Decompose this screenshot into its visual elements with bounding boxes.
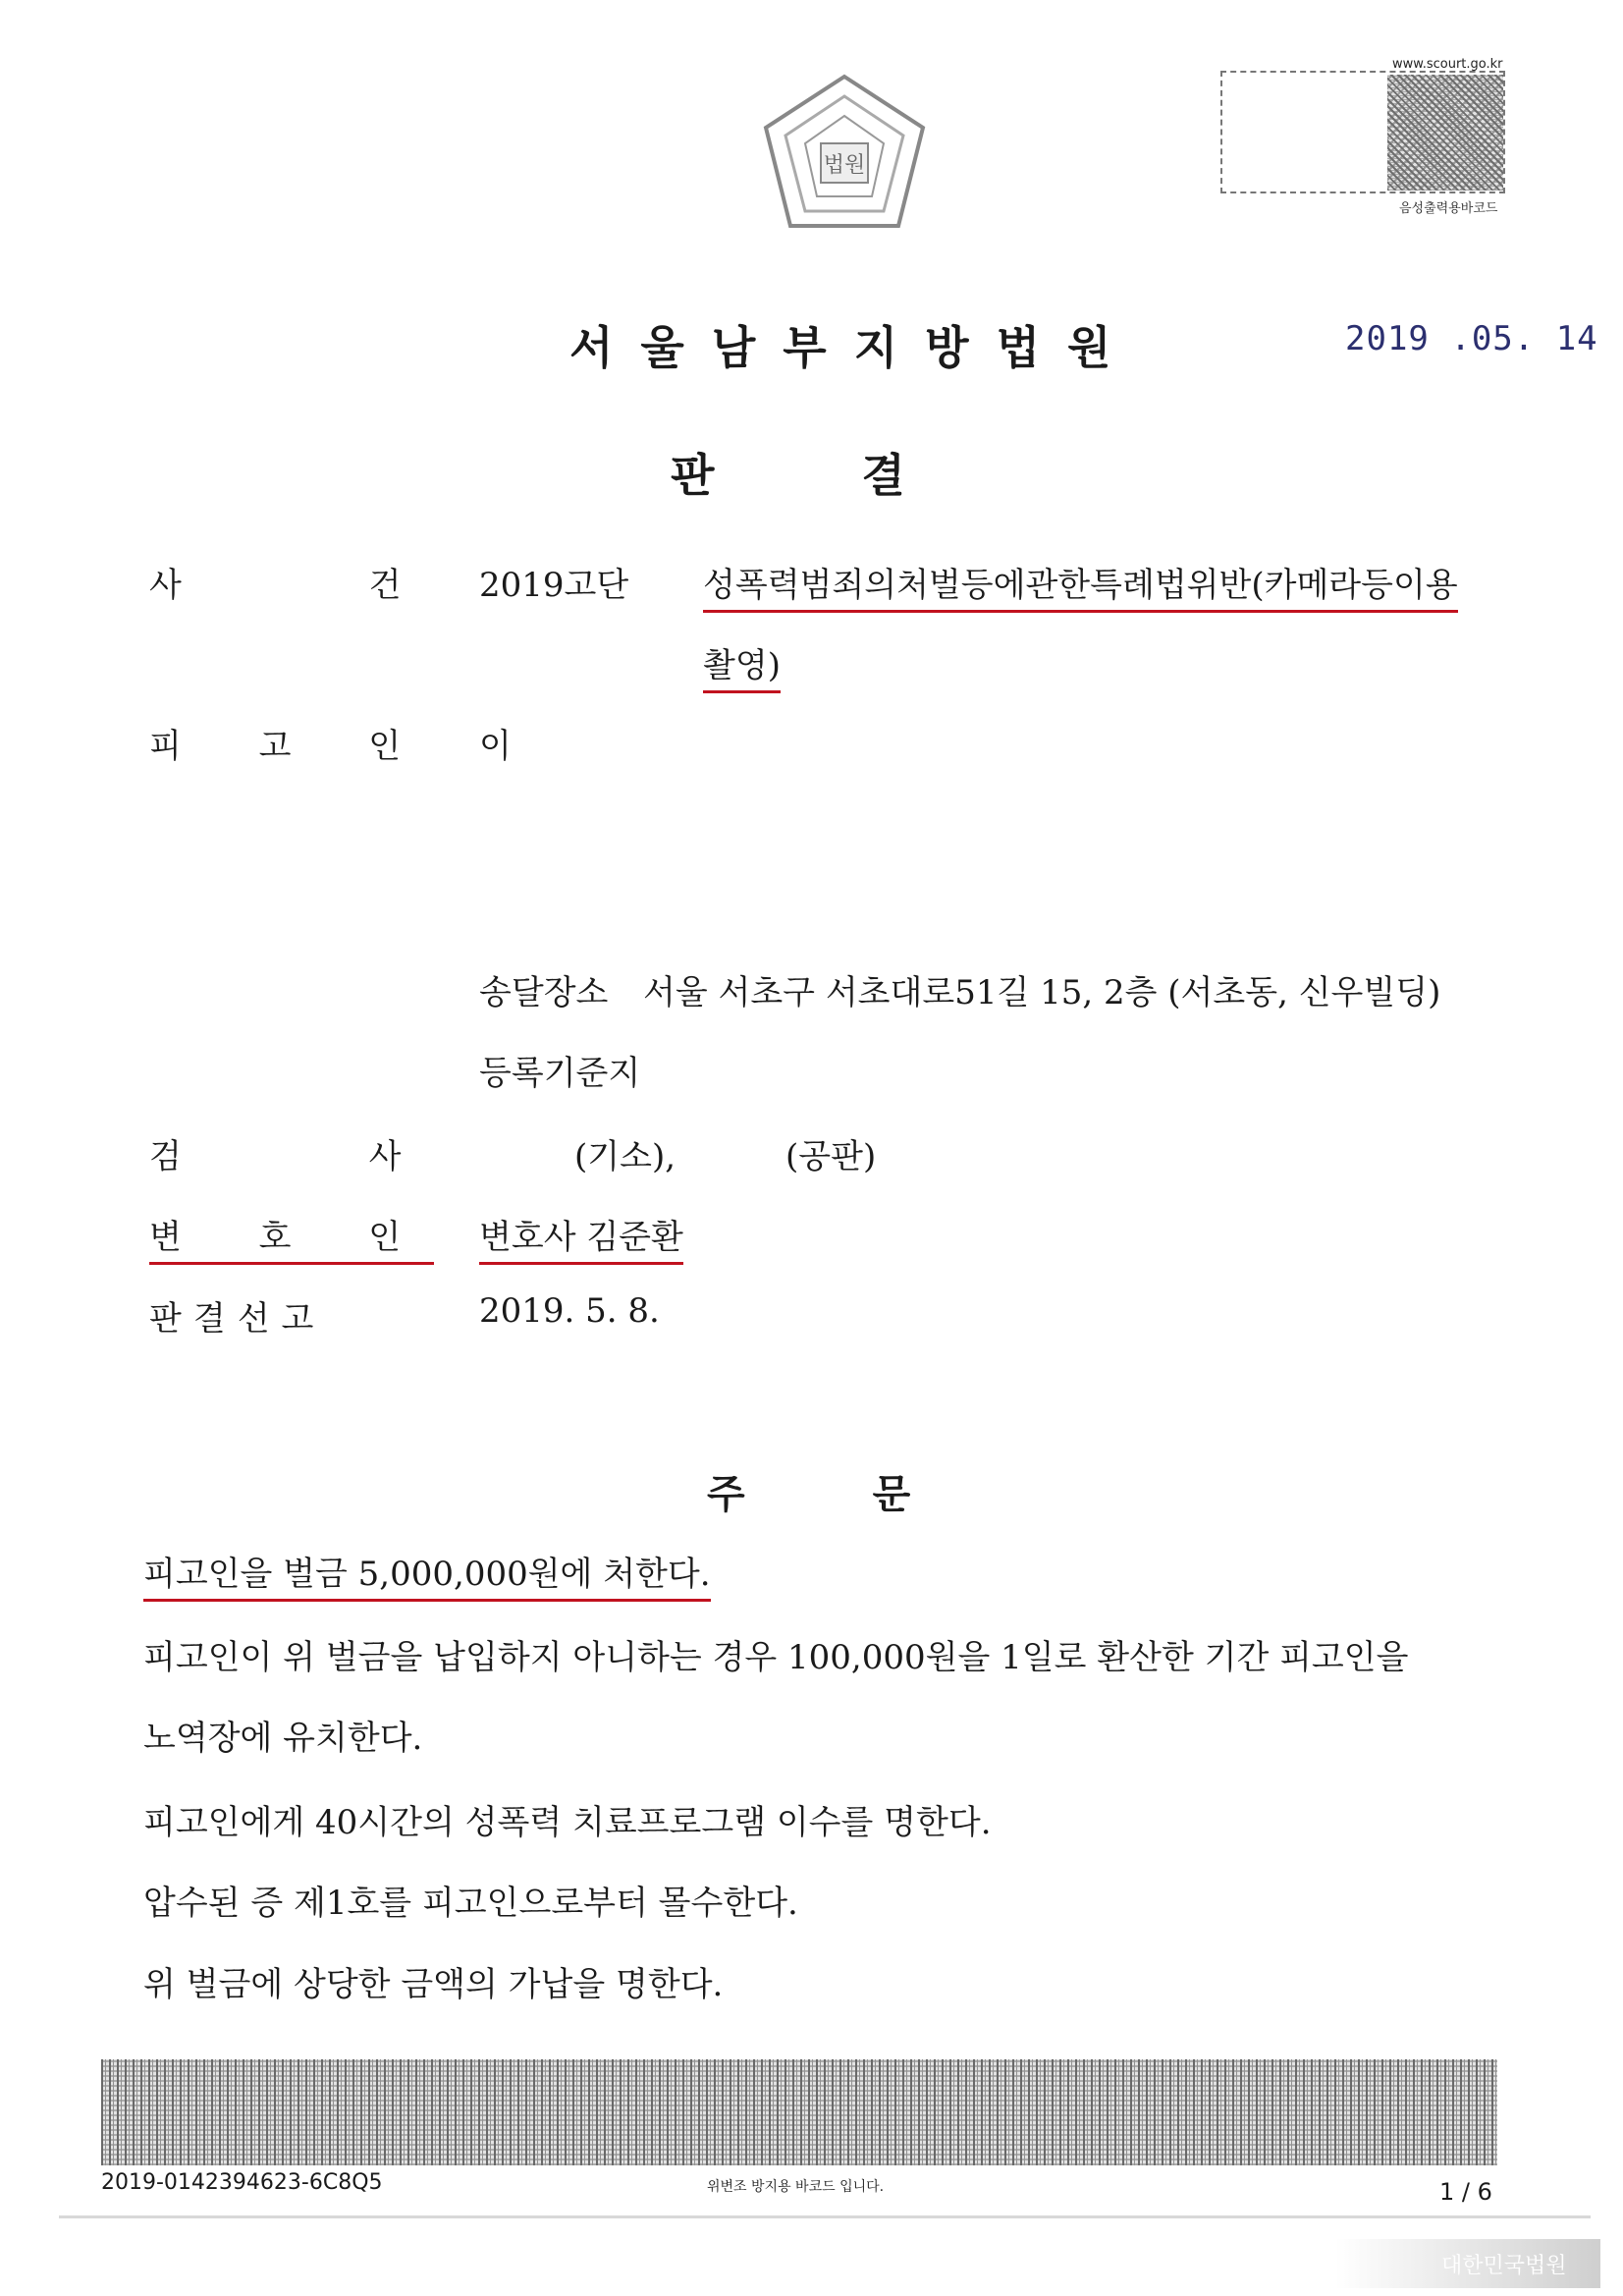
prosecutor-trial: (공판)	[785, 1137, 877, 1176]
case-name-line2: 촬영)	[703, 638, 781, 693]
registration-label: 등록기준지	[479, 1054, 641, 1093]
prosecutor-label: 검 사	[149, 1137, 490, 1176]
document-title: 판결	[671, 449, 1053, 502]
page-number: 1 / 6	[1439, 2178, 1492, 2206]
svg-text:법원: 법원	[823, 153, 866, 178]
barcode-note: 위변조 방지용 바코드 입니다.	[707, 2179, 885, 2195]
received-date-stamp: 2019 .05. 14	[1345, 319, 1598, 358]
prosecutor-indictment: (기소),	[574, 1137, 676, 1176]
barcode-number: 2019-0142394623-6C8Q5	[101, 2170, 383, 2195]
sentencing-date: 2019. 5. 8.	[479, 1291, 660, 1331]
court-url: www.scourt.go.kr	[1392, 57, 1503, 72]
order-line: 피고인을 벌금 5,000,000원에 처한다.	[143, 1547, 711, 1602]
counsel-value: 변호사 김준환	[479, 1210, 683, 1265]
case-name-line1: 성폭력범죄의처벌등에관한특례법위반(카메라등이용	[703, 558, 1458, 613]
case-label: 사 건	[149, 566, 490, 605]
counsel-label: 변 호 인	[149, 1210, 434, 1265]
order-line: 피고인이 위 벌금을 납입하지 아니하는 경우 100,000원을 1일로 환산한 기간 피고인을	[143, 1638, 1409, 1677]
service-address-value: 서울 서초구 서초대로51길 15, 2층 (서초동, 신우빌딩)	[643, 973, 1441, 1012]
sentencing-label: 판결선고	[149, 1299, 326, 1339]
court-seal-icon	[756, 69, 933, 236]
voice-barcode-icon	[1387, 75, 1503, 191]
order-line: 피고인에게 40시간의 성폭력 치료프로그램 이수를 명한다.	[143, 1803, 992, 1842]
voice-barcode-label: 음성출력용바코드	[1399, 201, 1498, 216]
anti-forgery-barcode-icon	[101, 2059, 1497, 2165]
order-heading: 주문	[707, 1471, 1039, 1517]
court-name: 서울남부지방법원	[569, 321, 1139, 374]
service-address-label: 송달장소	[479, 973, 609, 1012]
defendant-value: 이	[479, 727, 512, 766]
issuer-footer: 대한민국법원	[1441, 2254, 1567, 2278]
order-line: 압수된 증 제1호를 피고인으로부터 몰수한다.	[143, 1884, 798, 1923]
case-number: 2019고단	[479, 566, 629, 605]
footer-divider	[59, 2215, 1591, 2218]
defendant-label: 피 고 인	[149, 727, 435, 766]
order-line: 위 벌금에 상당한 금액의 가납을 명한다.	[143, 1965, 724, 2004]
order-line: 노역장에 유치한다.	[143, 1719, 423, 1758]
